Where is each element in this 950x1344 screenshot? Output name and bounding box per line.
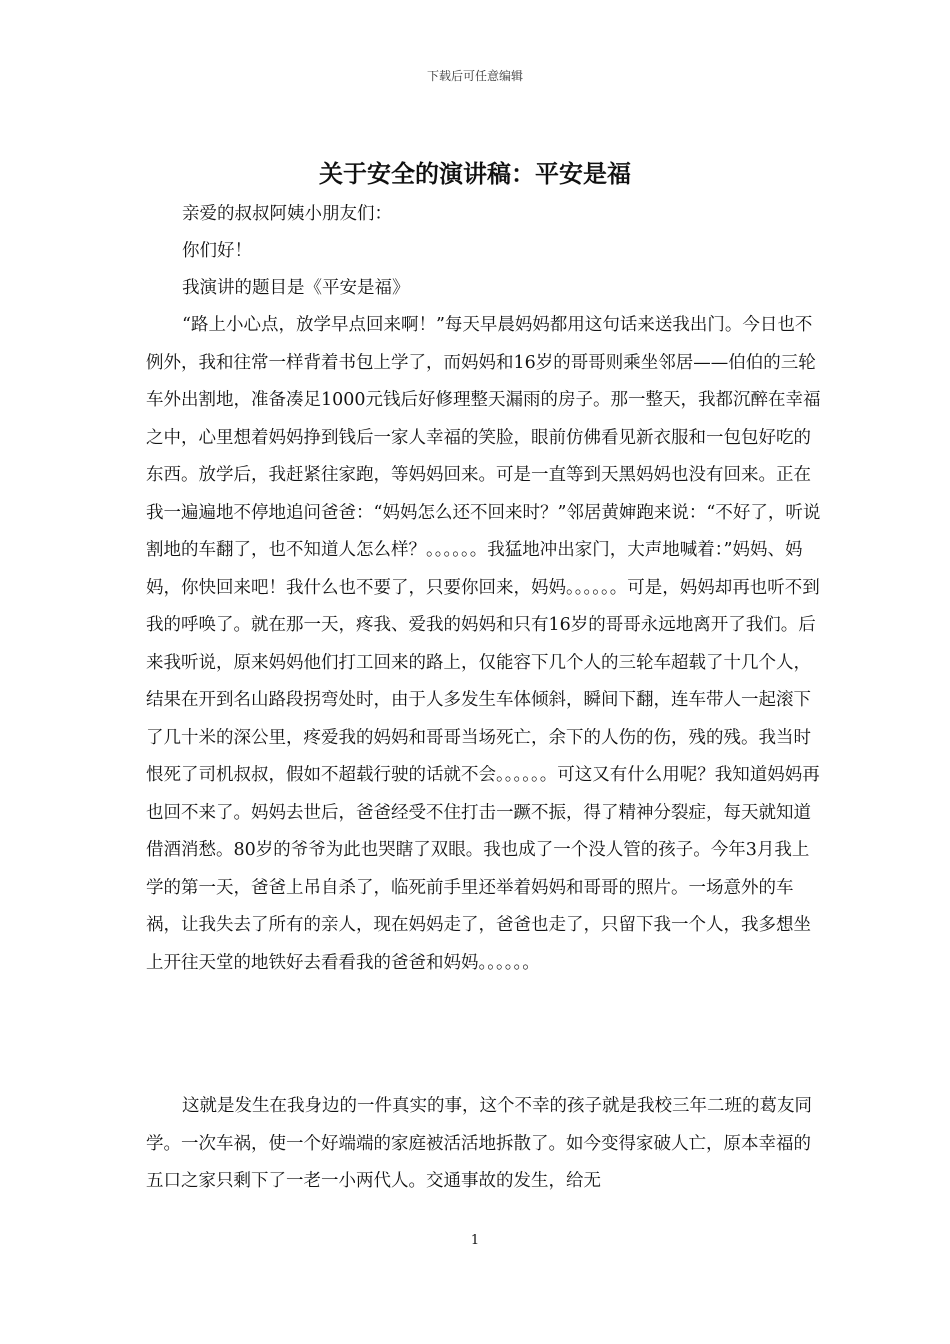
paragraph-topic: 我演讲的题目是《平安是福》: [182, 278, 410, 298]
page-header-note: 下载后可任意编辑: [426, 69, 523, 83]
paragraph-reflection: 这就是发生在我身边的一件真实的事，这个不幸的孩子就是我校三年二班的葛友同学。一次车祸，使一个好端端的家庭被活活地拆散了。如今变得家破人亡，原本幸福的五口之家只剩下了一老一小两代人。交通事故的发生，给无: [146, 1096, 812, 1191]
paragraph-greeting: 亲爱的叔叔阿姨小朋友们：: [182, 204, 392, 224]
paragraph-hello: 你们好！: [182, 241, 252, 261]
page-number: 1: [470, 1233, 480, 1248]
document-title: 关于安全的演讲稿：平安是福: [319, 159, 631, 188]
paragraph-story: “路上小心点，放学早点回来啊！”每天早晨妈妈都用这句话来送我出门。今日也不例外，我和往常一样背着书包上学了，而妈妈和16岁的哥哥则乘坐邻居——伯伯的三轮车外出割地，准备凑足1000元钱后好修理整天漏雨的房子。那一整天，我都沉醉在幸福之中，心里想着妈妈挣到钱后一家人幸福的笑脸，眼前仿佛看见新衣服和一包包好吃的东西。放学后，我赶紧往家跑，等妈妈回来。可是一直等到天黑妈妈也没有回来。正在我一遍遍地不停地追问爸爸：“妈妈怎么还不回来时？”邻居黄婶跑来说：“不好了，听说割地的车翻了，也不知道人怎么样？。。。。。。我猛地冲出家门，大声地喊着：”妈妈、妈妈，你快回来吧！我什么也不要了，只要你回来，妈妈。。。。。。可是，妈妈却再也听不到我的呼唤了。就在那一天，疼我、爱我的妈妈和只有16岁的哥哥永远地离开了我们。后来我听说，原来妈妈他们打工回来的路上，仅能容下几个人的三轮车超载了十几个人，结果在开到名山路段拐弯处时，由于人多发生车体倾斜，瞬间下翻，连车带人一起滚下了几十米的深公里，疼爱我的妈妈和哥哥当场死亡，余下的人伤的伤，残的残。我当时恨死了司机叔叔，假如不超载行驶的话就不会。。。。。。可这又有什么用呢？我知道妈妈再也回不来了。妈妈去世后，爸爸经受不住打击一蹶不振，得了精神分裂症，每天就知道借酒消愁。80岁的爷爷为此也哭瞎了双眼。我也成了一个没人管的孩子。今年3月我上学的第一天，爸爸上吊自杀了，临死前手里还举着妈妈和哥哥的照片。一场意外的车祸，让我失去了所有的亲人，现在妈妈走了，爸爸也走了，只留下我一个人，我多想坐上开往天堂的地铁好去看看我的爸爸和妈妈。。。。。。: [146, 315, 821, 973]
